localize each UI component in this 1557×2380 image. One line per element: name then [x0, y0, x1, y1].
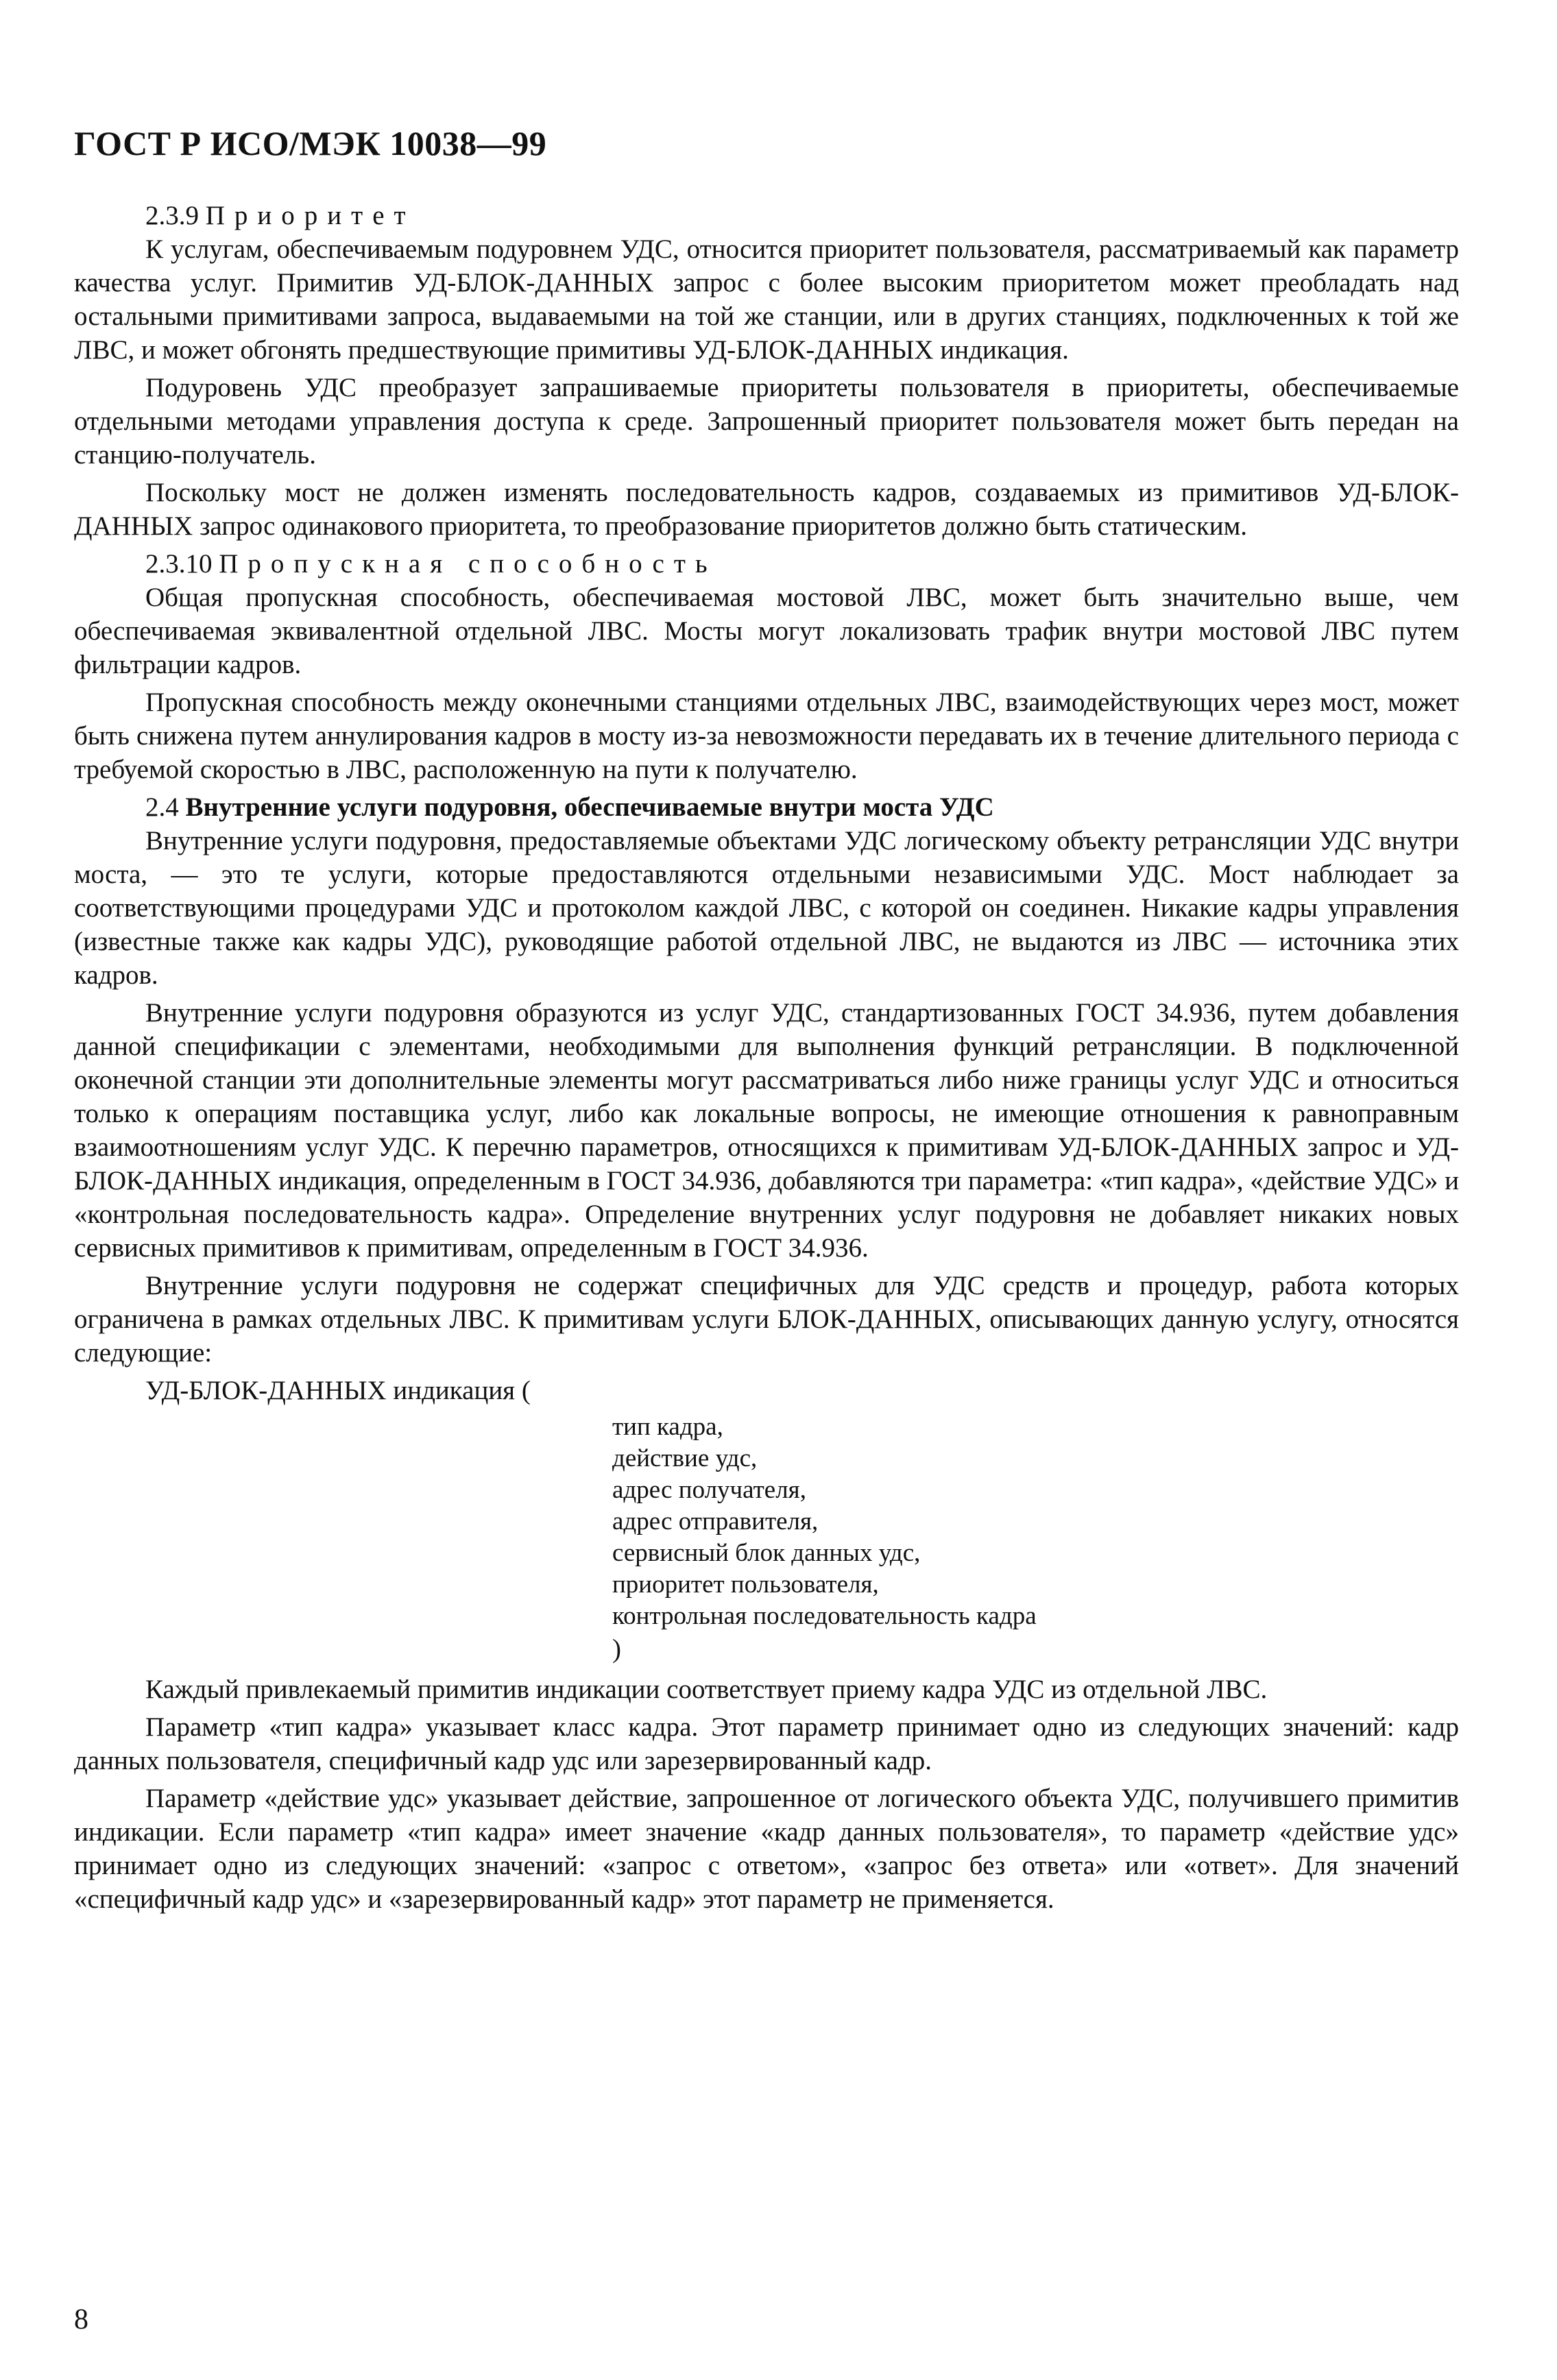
section-heading-2-3-10 [74, 547, 1459, 581]
section-heading-2-4 [74, 790, 1459, 824]
paragraph: К услугам, обеспечиваемым подуровнем УДС, относится приоритет пользователя, рассматриваемый как параметр качества услуг. Примитив УД-БЛОК-ДАННЫХ запрос с более высоким приоритетом может преобладать над остальными примитивами запроса, выдаваемыми на той же станции, или в других станциях, подключенных к той же ЛВС, и может обгонять предшествующие примитивы УД-БЛОК-ДАННЫХ индикация. [74, 234, 1459, 365]
primitive-parameter: тип кадра, [612, 1413, 723, 1441]
paragraph: Поскольку мост не должен изменять последовательность кадров, создаваемых из примитивов УД-БЛОК-ДАННЫХ запрос одинакового приоритета, то преобразование приоритетов должно быть статическим. [74, 478, 1459, 541]
document-header: ГОСТ Р ИСО/МЭК 10038—99 [74, 124, 547, 162]
paragraph: Каждый привлекаемый примитив индикации соответствует приему кадра УДС из отдельной ЛВС. [145, 1675, 1268, 1704]
primitive-parameter: сервисный блок данных удс, [612, 1539, 921, 1567]
document-body [74, 199, 1459, 1920]
paragraph: Параметр «тип кадра» указывает класс кадра. Этот параметр принимает одно из следующих значений: кадр данных пользователя, специфичный кадр удс или зарезервированный кадр. [74, 1712, 1459, 1775]
page-number: 8 [74, 2304, 88, 2335]
section-title: Пропускная способность [219, 549, 717, 579]
primitive-parameter-list [612, 1411, 1459, 1632]
section-title: Приоритет [205, 201, 415, 230]
primitive-parameter: приоритет пользователя, [612, 1570, 879, 1599]
primitive-closing-paren: ) [612, 1634, 621, 1664]
primitive-parameter: контрольная последовательность кадра [612, 1602, 1037, 1630]
paragraph: Внутренние услуги подуровня не содержат специфичных для УДС средств и процедур, работа которых ограничена в рамках отдельных ЛВС. К примитивам услуги БЛОК-ДАННЫХ, описывающих данную услугу, относятся следующие: [74, 1271, 1459, 1368]
section-number: 2.3.9 [145, 201, 199, 230]
section-title: Внутренние услуги подуровня, обеспечиваемые внутри моста УДС [185, 792, 994, 822]
section-number: 2.3.10 [145, 549, 213, 579]
paragraph: Внутренние услуги подуровня, предоставляемые объектами УДС логическому объекту ретрансляции УДС внутри моста, — это те услуги, которые предоставляются отдельными независимыми УДС. Мост наблюдает за соответствующими процедурами УДС и протоколом каждой ЛВС, с которой он соединен. Никакие кадры управления (известные также как кадры УДС), руководящие работой отдельной ЛВС, не выдаются из ЛВС — источника этих кадров. [74, 826, 1459, 990]
paragraph: Внутренние услуги подуровня образуются из услуг УДС, стандартизованных ГОСТ 34.936, путем добавления данной спецификации с элементами, необходимыми для выполнения функций ретрансляции. В подключенной оконечной станции эти дополнительные элементы могут рассматриваться либо ниже границы услуг УДС и относиться только к операциям поставщика услуг, либо как локальные вопросы, не имеющие отношения к равноправным взаимоотношениям услуг УДС. К перечню параметров, относящихся к примитивам УД-БЛОК-ДАННЫХ запрос и УД-БЛОК-ДАННЫХ индикация, определенным в ГОСТ 34.936, добавляются три параметра: «тип кадра», «действие УДС» и «контрольная последовательность кадра». Определение внутренних услуг подуровня не добавляет никаких новых сервисных примитивов к примитивам, определенным в ГОСТ 34.936. [74, 998, 1459, 1263]
paragraph: Параметр «действие удс» указывает действие, запрошенное от логического объекта УДС, получившего примитив индикации. Если параметр «тип кадра» имеет значение «кадр данных пользователя», то параметр «действие удс» принимает одно из следующих значений: «запрос с ответом», «запрос без ответа» или «ответ». Для значений «специфичный кадр удс» и «зарезервированный кадр» этот параметр не применяется. [74, 1784, 1459, 1914]
paragraph: Пропускная способность между оконечными станциями отдельных ЛВС, взаимодействующих через мост, может быть снижена путем аннулирования кадров в мосту из-за невозможности передавать их в течение длительного периода с требуемой скоростью в ЛВС, расположенную на пути к получателю. [74, 688, 1459, 784]
paragraph: Общая пропускная способность, обеспечиваемая мостовой ЛВС, может быть значительно выше, чем обеспечиваемая эквивалентной отдельной ЛВС. Мосты могут локализовать трафик внутри мостовой ЛВС путем фильтрации кадров. [74, 583, 1459, 679]
paragraph: Подуровень УДС преобразует запрашиваемые приоритеты пользователя в приоритеты, обеспечиваемые отдельными методами управления доступа к среде. Запрошенный приоритет пользователя может быть передан на станцию-получатель. [74, 373, 1459, 470]
primitive-parameter: действие удс, [612, 1444, 758, 1472]
primitive-signature: УД-БЛОК-ДАННЫХ индикация ( [145, 1376, 531, 1405]
section-heading-2-3-9 [74, 199, 1459, 232]
section-number: 2.4 [145, 792, 179, 822]
primitive-parameter: адрес отправителя, [612, 1507, 819, 1535]
primitive-parameter: адрес получателя, [612, 1476, 806, 1504]
